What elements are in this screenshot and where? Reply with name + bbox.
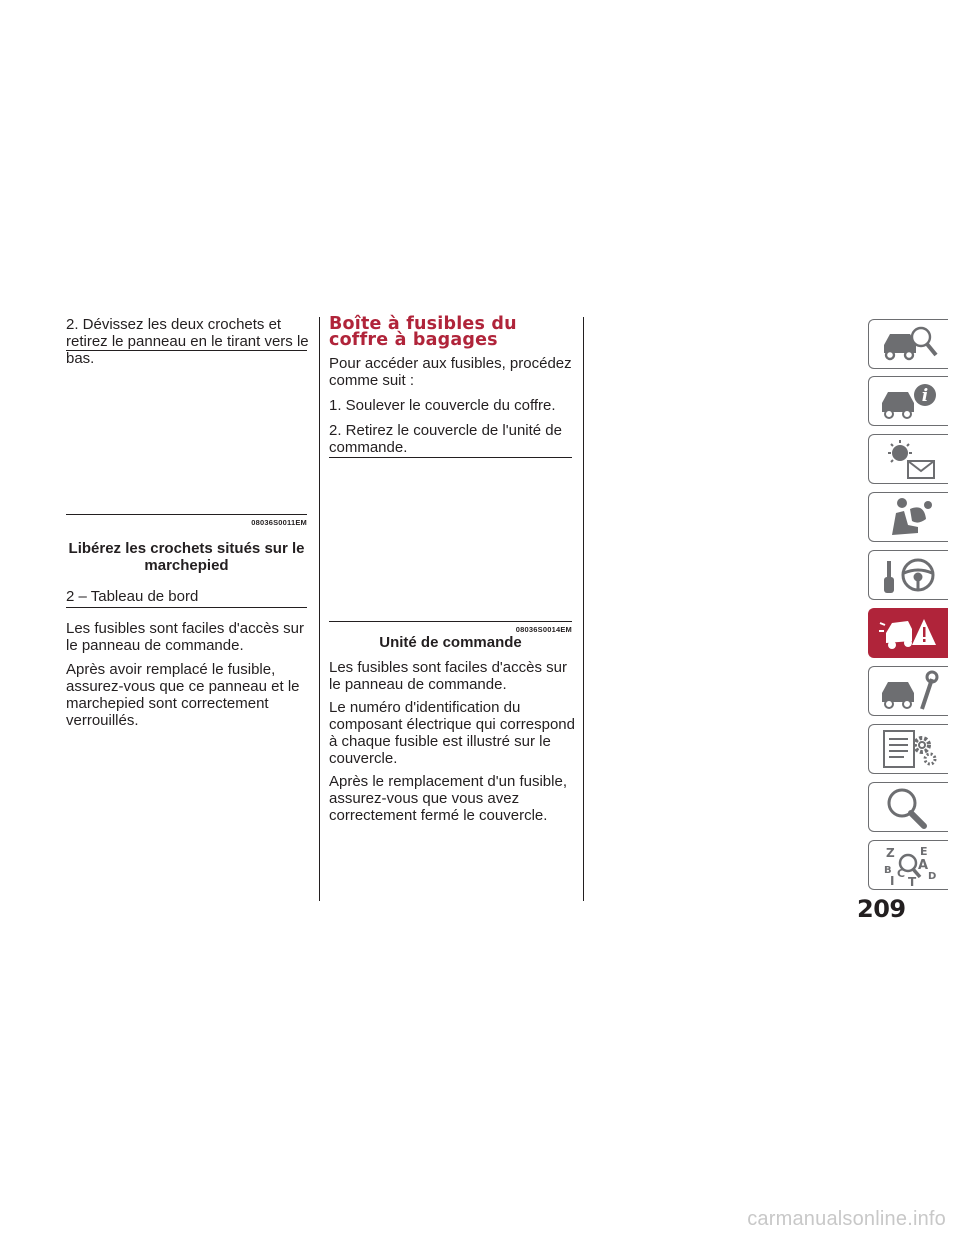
- middle-para-3: Après le remplacement d'un fusible, assurez-vous que vous avez correctement fermé le couvercle.: [329, 773, 567, 824]
- subtitle-rule: [66, 607, 307, 608]
- tab-car-warning-triangle[interactable]: [868, 608, 948, 658]
- index-letter-a: A: [917, 858, 928, 873]
- tab-car-wrench[interactable]: [868, 666, 948, 716]
- left-para-2: Après avoir remplacé le fusible, assurez-vous que ce panneau et le marchepied sont correctement verrouillés.: [66, 661, 300, 729]
- column-divider-right: [583, 317, 584, 901]
- index-letter-i: I: [889, 874, 894, 887]
- page-number: 209: [857, 895, 906, 923]
- warning-light-message-icon: [878, 437, 940, 481]
- middle-para-1: Les fusibles sont faciles d'accès sur le panneau de commande.: [329, 659, 567, 693]
- figure-top-rule: [66, 350, 307, 351]
- figure-bottom-rule: [66, 514, 307, 515]
- figure-code: 08036S0014EM: [515, 625, 572, 634]
- index-letter-c: C: [896, 867, 905, 880]
- section-subtitle: 2 – Tableau de bord: [66, 588, 199, 605]
- tab-specs-gear[interactable]: [868, 724, 948, 774]
- step-1-text: 1. Soulever le couvercle du coffre.: [329, 397, 556, 414]
- section-heading: Boîte à fusibles du coffre à bagages: [329, 314, 517, 350]
- middle-para-2: Le numéro d'identification du composant électrique qui correspond à chaque fusible est illustré sur le couvercle.: [329, 699, 575, 767]
- middle-body: [329, 659, 577, 824]
- figure-top-rule: [329, 457, 572, 458]
- watermark: carmanualsonline.info: [747, 1208, 946, 1230]
- car-wrench-icon: [878, 669, 940, 713]
- car-info-icon: [878, 379, 940, 423]
- seat-airbag-icon: [878, 495, 940, 539]
- left-body: [66, 620, 311, 729]
- middle-steps: [329, 355, 577, 456]
- tab-search[interactable]: [868, 782, 948, 832]
- index-letter-d: D: [927, 871, 936, 882]
- index-letter-t: T: [907, 875, 916, 887]
- figure-bottom-rule: [329, 621, 572, 622]
- column-divider-left: [319, 317, 320, 901]
- index-letter-b: B: [883, 865, 892, 876]
- intro-text: Pour accéder aux fusibles, procédez comme suit :: [329, 355, 572, 389]
- car-magnifier-icon: [878, 322, 940, 366]
- index-letter-e: E: [919, 845, 928, 858]
- figure-code: 08036S0011EM: [251, 518, 307, 527]
- figure-caption: Unité de commande: [379, 634, 522, 651]
- left-para-1: Les fusibles sont faciles d'accès sur le panneau de commande.: [66, 620, 304, 654]
- figure-caption: Libérez les crochets situés sur le marchepied: [68, 540, 305, 574]
- key-steering-wheel-icon: [878, 553, 940, 597]
- specs-gear-icon: [878, 727, 940, 771]
- magnifier-icon: [878, 785, 940, 829]
- tab-car-info[interactable]: [868, 376, 948, 426]
- alphabetical-index-icon: [878, 843, 940, 887]
- left-column: [66, 316, 311, 367]
- tab-alphabetical-index[interactable]: [868, 840, 948, 890]
- step-2-text: 2. Retirez le couvercle de l'unité de commande.: [329, 422, 562, 456]
- tab-seat-airbag[interactable]: [868, 492, 948, 542]
- tab-car-magnifier[interactable]: [868, 319, 948, 369]
- index-letter-z: Z: [885, 846, 895, 860]
- step-2-text: 2. Dévissez les deux crochets et retirez le panneau en le tirant vers le bas.: [66, 316, 309, 367]
- tab-key-steering-wheel[interactable]: [868, 550, 948, 600]
- tab-warning-light-message[interactable]: [868, 434, 948, 484]
- car-warning-triangle-icon: [878, 611, 940, 655]
- svg-text:i: i: [921, 386, 928, 406]
